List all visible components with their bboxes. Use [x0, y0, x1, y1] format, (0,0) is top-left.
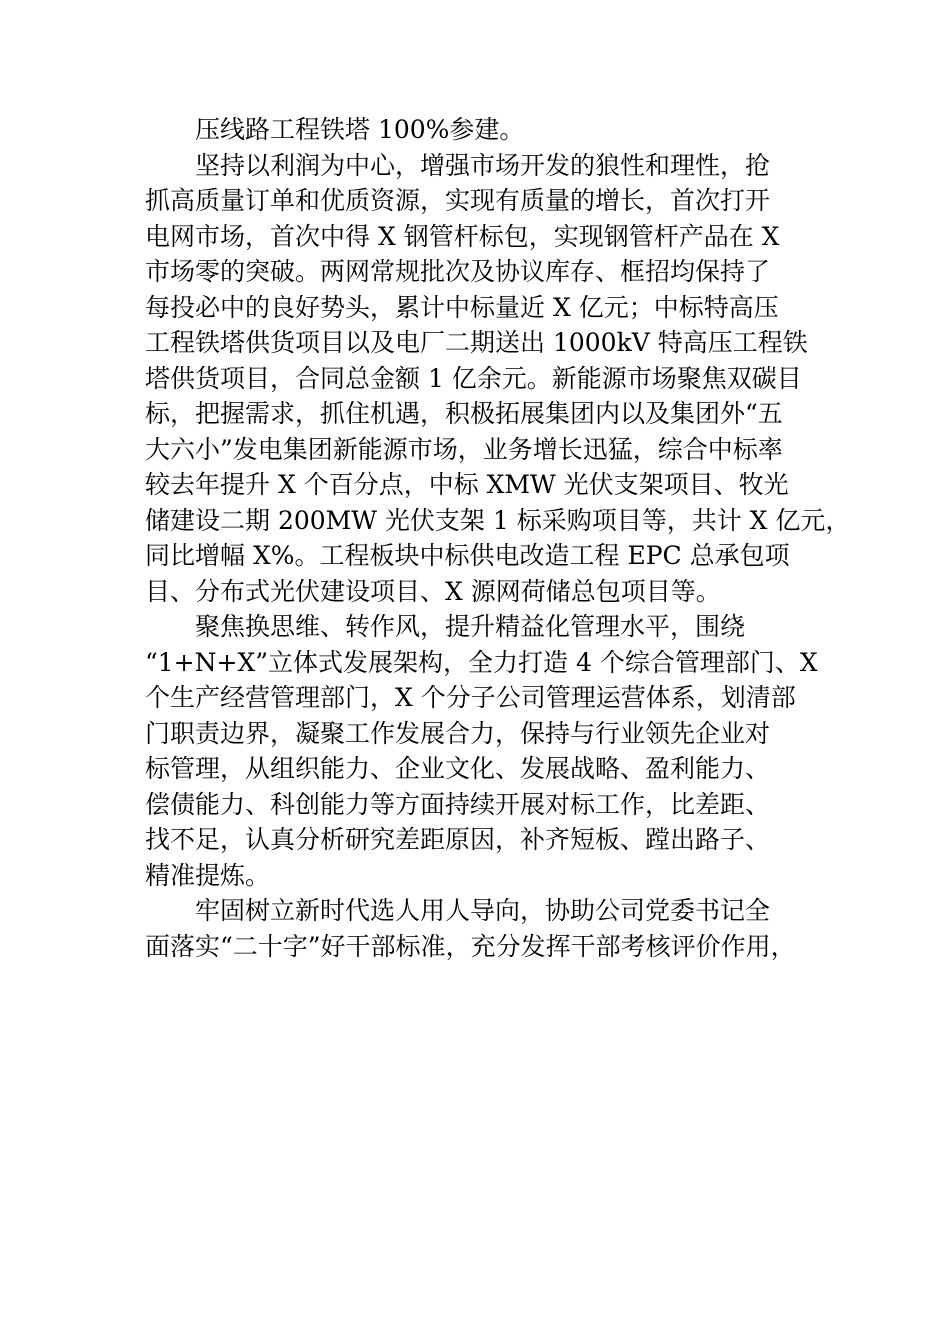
paragraph: [145, 893, 835, 964]
document-body: [145, 112, 851, 964]
text-line: 偿债能力、科创能力等方面持续开展对标工作，比差距、: [145, 789, 771, 819]
text-line: 工程铁塔供货项目以及电厂二期送出 1000kV 特高压工程铁: [145, 328, 808, 357]
text-line: “1+N+X”立体式发展架构，全力打造 4 个综合管理部门、X: [145, 647, 818, 677]
text-line: 标，把握需求，抓住机遇，积极拓展集团内以及集团外“五: [145, 399, 783, 428]
paragraph: [145, 609, 835, 893]
text-line: 找不足，认真分析研究差距原因，补齐短板、蹚出路子、: [145, 825, 771, 854]
text-line: 储建设二期 200MW 光伏支架 1 标采购项目等，共计 X 亿元，: [145, 505, 851, 535]
paragraph: [145, 112, 835, 148]
text-line: 目、分布式光伏建设项目、X 源网荷储总包项目等。: [145, 576, 721, 606]
text-line: 同比增幅 X%。工程板块中标供电改造工程 EPC 总承包项: [145, 541, 790, 570]
text-line: 个生产经营管理部门，X 个分子公司管理运营体系，划清部: [145, 683, 796, 712]
text-line: 压线路工程铁塔 100%参建。: [195, 115, 525, 144]
text-line: 坚持以利润为中心，增强市场开发的狼性和理性，抢: [195, 150, 771, 180]
text-line: 门职责边界，凝聚工作发展合力，保持与行业领先企业对: [145, 718, 771, 748]
text-line: 每投必中的良好势头，累计中标量近 X 亿元；中标特高压: [145, 292, 779, 322]
text-line: 电网市场，首次中得 X 钢管杆标包，实现钢管杆产品在 X: [145, 221, 780, 251]
text-line: 大六小”发电集团新能源市场，业务增长迅猛，综合中标率: [145, 434, 783, 464]
text-line: 牢固树立新时代选人用人导向，协助公司党委书记全: [195, 896, 771, 925]
text-line: 较去年提升 X 个百分点，中标 XMW 光伏支架项目、牧光: [145, 470, 789, 499]
text-line: 市场零的突破。两网常规批次及协议库存、框招均保持了: [145, 257, 771, 286]
text-line: 标管理，从组织能力、企业文化、发展战略、盈利能力、: [145, 754, 771, 783]
text-line: 塔供货项目，合同总金额 1 亿余元。新能源市场聚焦双碳目: [145, 363, 802, 393]
text-line: 面落实“二十字”好干部标准，充分发挥干部考核评价作用，: [145, 931, 796, 961]
paragraph: [145, 148, 851, 610]
text-line: 精准提炼。: [145, 860, 271, 890]
text-line: 抓高质量订单和优质资源，实现有质量的增长，首次打开: [145, 186, 771, 215]
text-line: 聚焦换思维、转作风，提升精益化管理水平，围绕: [195, 612, 746, 641]
